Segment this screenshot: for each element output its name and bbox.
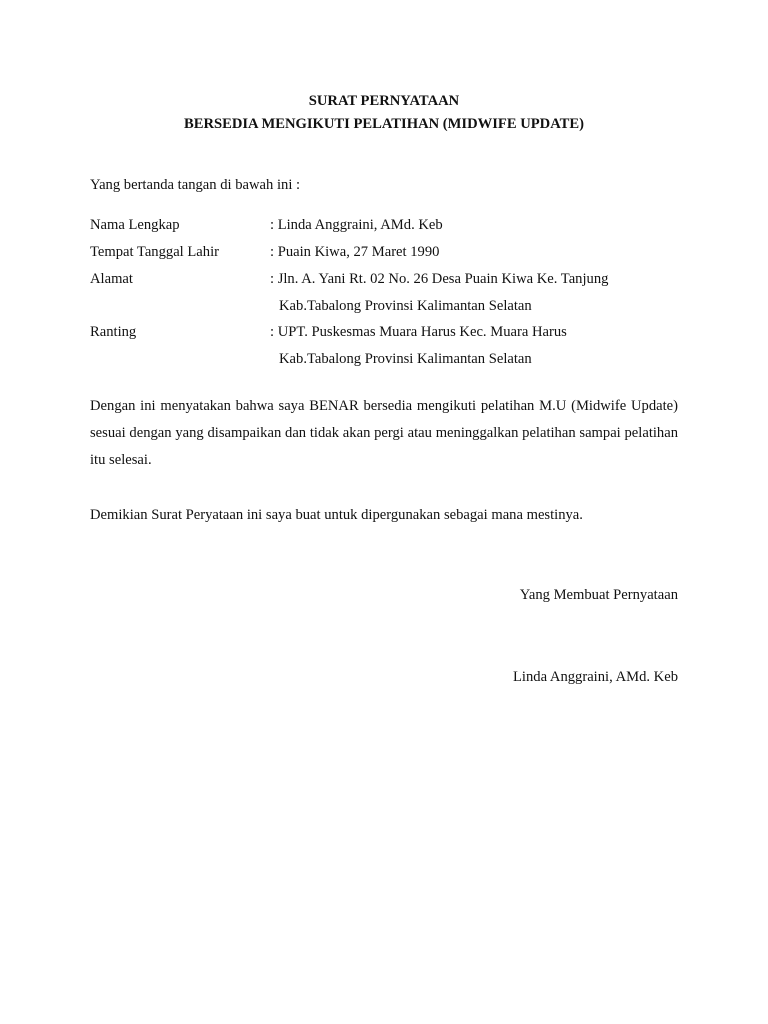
field-value-branch-line2: Kab.Tabalong Provinsi Kalimantan Selatan xyxy=(279,351,532,367)
field-value-birth: : Puain Kiwa, 27 Maret 1990 xyxy=(270,244,440,260)
document-subtitle: BERSEDIA MENGIKUTI PELATIHAN (MIDWIFE UPDATE) xyxy=(183,116,585,132)
statement-paragraph: Dengan ini menyatakan bahwa saya BENAR bersedia mengikuti pelatihan M.U (Midwife Update) sesuai dengan yang disampaikan dan tidak akan pergi atau meninggalkan pelatihan sampai pelatihan itu selesai. xyxy=(90,398,678,468)
field-value-branch-line1: : UPT. Puskesmas Muara Harus Kec. Muara Harus xyxy=(270,324,567,340)
signer-name: Linda Anggraini, AMd. Keb xyxy=(513,669,678,685)
field-value-address-line1: : Jln. A. Yani Rt. 02 No. 26 Desa Puain Kiwa Ke. Tanjung xyxy=(270,271,609,287)
closing-paragraph: Demikian Surat Peryataan ini saya buat untuk dipergunakan sebagai mana mestinya. xyxy=(90,507,583,523)
field-value-address-line2: Kab.Tabalong Provinsi Kalimantan Selatan xyxy=(279,298,532,314)
field-label-address: Alamat xyxy=(90,271,133,287)
field-label-name: Nama Lengkap xyxy=(90,217,180,233)
field-label-branch: Ranting xyxy=(90,324,137,340)
signer-title: Yang Membuat Pernyataan xyxy=(519,587,678,603)
field-value-name: : Linda Anggraini, AMd. Keb xyxy=(270,217,443,233)
document-title: SURAT PERNYATAAN xyxy=(308,93,460,109)
intro-text: Yang bertanda tangan di bawah ini : xyxy=(90,177,301,193)
field-label-birth: Tempat Tanggal Lahir xyxy=(90,244,219,260)
